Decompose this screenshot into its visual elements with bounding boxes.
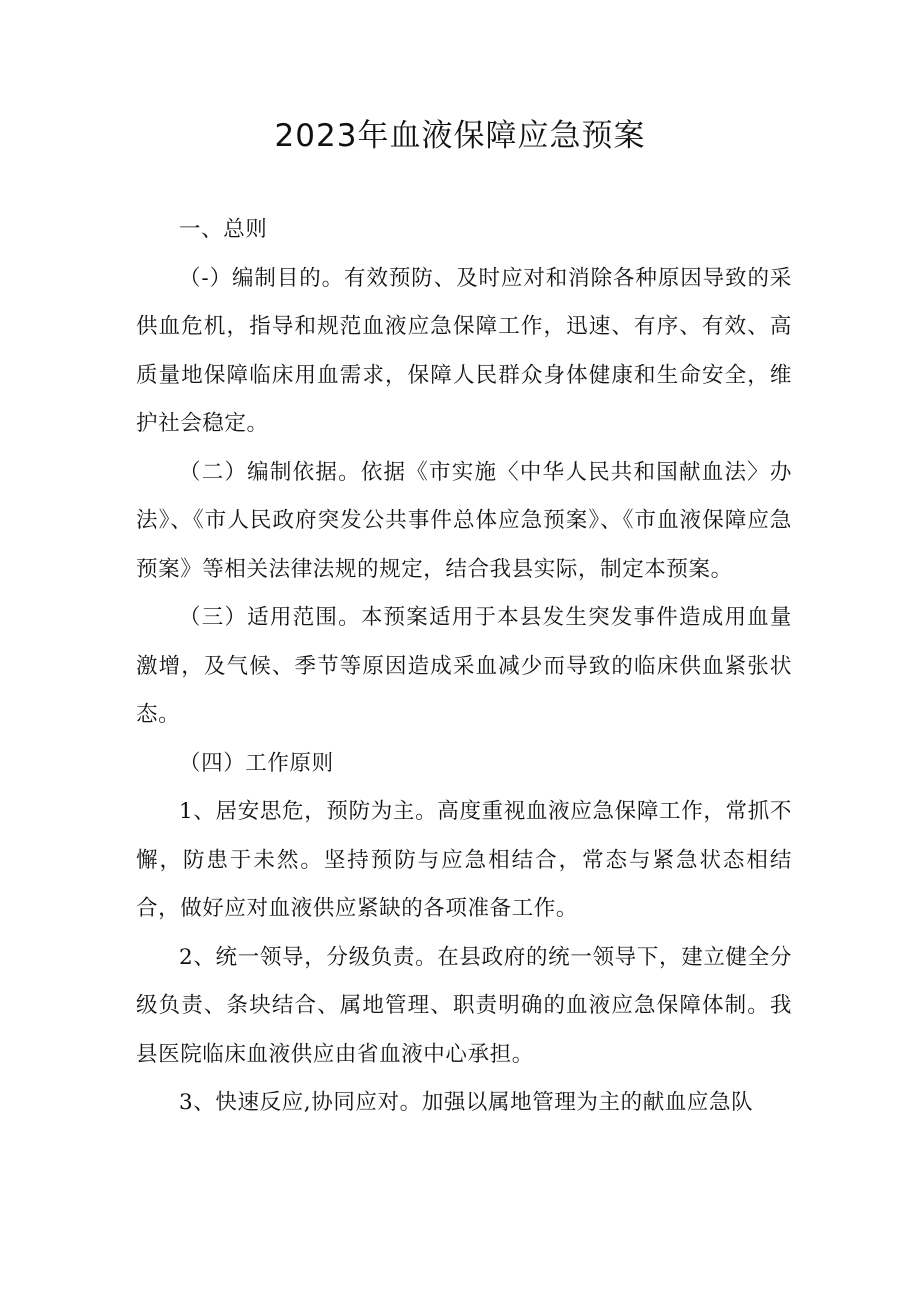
document-body [136,206,792,1128]
paragraph-principle-1: 1、居安思危，预防为主。高度重视血液应急保障工作，常抓不懈，防患于未然。坚持预防与应急相结合，常态与紧急状态相结合，做好应对血液供应紧缺的各项准备工作。 [136,799,792,921]
paragraph-basis: （二）编制依据。依据《市实施〈中华人民共和国献血法〉办法》、《市人民政府突发公共事件总体应急预案》、《市血液保障应急预案》等相关法律法规的规定，结合我县实际，制定本预案。 [136,459,792,582]
subheading-principles: （四）工作原则 [179,750,334,776]
paragraph-principle-3: 3、快速反应,协同应对。加强以属地管理为主的献血应急队 [179,1090,754,1115]
paragraph-purpose: （-）编制目的。有效预防、及时应对和消除各种原因导致的采供血危机，指导和规范血液应急保障工作，迅速、有序、有效、高质量地保障临床用血需求，保障人民群众身体健康和生命安全，维护社会稳定。 [136,265,792,436]
paragraph-principle-2: 2、统一领导，分级负责。在县政府的统一领导下，建立健全分级负责、条块结合、属地管理、职责明确的血液应急保障体制。我县医院临床血液供应由省血液中心承担。 [136,944,792,1067]
document-title: 2023年血液保障应急预案 [274,118,646,154]
paragraph-scope: （三）适用范围。本预案适用于本县发生突发事件造成用血量激增，及气候、季节等原因造成采血减少而导致的临床供血紧张状态。 [136,605,792,727]
section-heading-general: 一、总则 [179,217,268,242]
